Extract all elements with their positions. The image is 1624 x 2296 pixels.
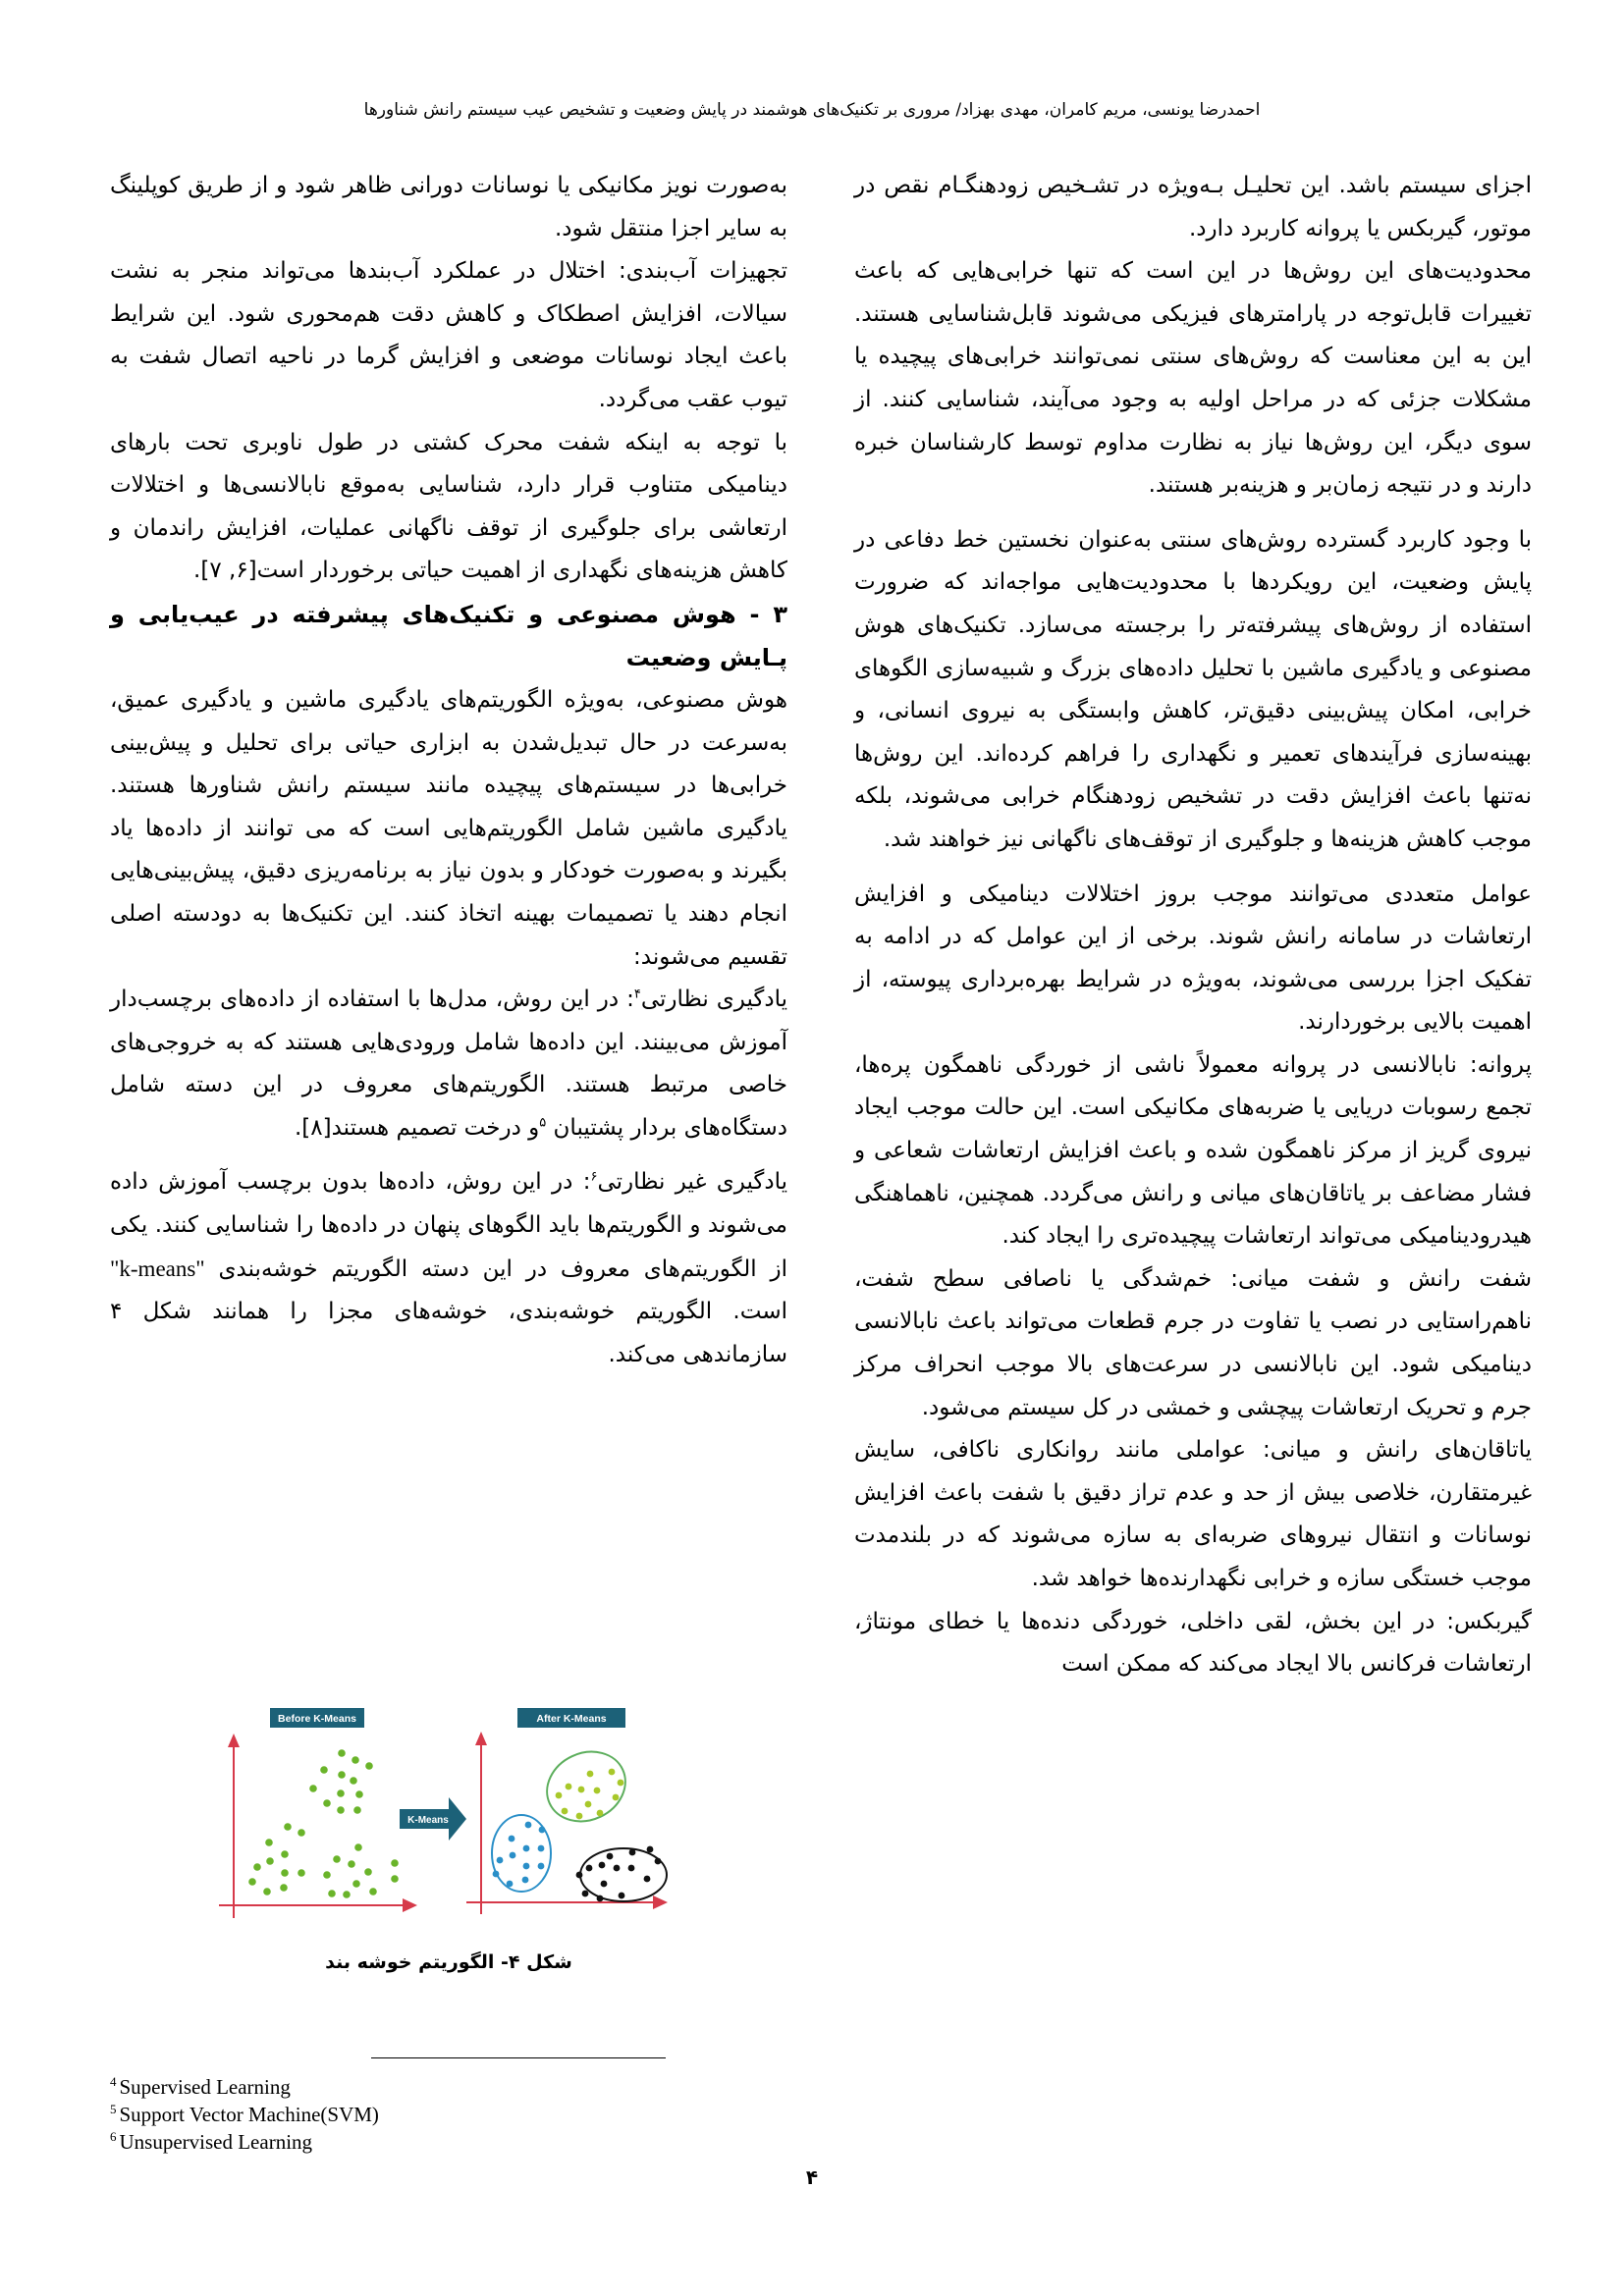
footnote-number: 4 — [110, 2074, 117, 2089]
footnote-ref[interactable]: ۴ — [633, 987, 641, 1002]
footnote-divider — [371, 2057, 666, 2058]
cluster-black-points — [576, 1846, 662, 1902]
footnote-number: 6 — [110, 2129, 117, 2144]
footnote-item — [110, 2073, 699, 2101]
text: : در این روش، داده‌ها بدون برچسب آموزش داده می‌شوند و الگوریتم‌ها باید الگوهای پنهان در داده‌ها را شناسایی کنند. یکی از الگوریتم‌های معروف در این دسته الگوریتم خوشه‌بندی — [110, 1169, 787, 1282]
footnote-text: Support Vector Machine(SVM) — [119, 2103, 379, 2126]
after-label: After K-Means — [536, 1713, 607, 1725]
page-number: ۴ — [805, 2165, 819, 2189]
before-axes-icon — [219, 1734, 417, 1918]
text: : در این روش، مدل‌ها با استفاده از داده‌های برچسب‌دار آموزش می‌بینند. این داده‌ها شامل ورودی‌هایی هستند که به خروجی‌های خاصی مرتبط هستند. الگوریتم‌های معروف در این دسته شامل دستگاه‌های بردار پشتیبان — [110, 987, 787, 1141]
kmeans-arrow-icon — [400, 1797, 466, 1841]
running-header: احمدرضا یونسی، مریم کامران، مهدی بهزاد/ مروری بر تکنیک‌های هوشمند در پایش وضعیت و تشخیص عیب سیستم رانش شناورها — [363, 100, 1261, 120]
paragraph: عوامل متعددی می‌توانند موجب بروز اختلالات دینامیکی و افزایش ارتعاشات در سامانه رانش شوند. برخی از این عوامل که در ادامه به تفکیک اجزا بررسی می‌شوند، به‌ویژه در شرایط بهره‌برداری پیوسته، از اهمیت بالایی برخوردارند. — [854, 881, 1532, 1036]
text: است. الگوریتم خوشه‌بندی، خوشه‌های مجزا را همانند شکل ۴ سازماندهی می‌کند. — [110, 1299, 787, 1367]
paragraph: پروانه: نابالانسی در پروانه معمولاً ناشی از خوردگی ناهمگون پره‌ها، تجمع رسوبات دریایی یا ضربه‌های مکانیکی است. این حالت موجب ایجاد نیروی گریز از مرکز ناهمگون شده و باعث افزایش ارتعاشات شعاعی و فشار مضاعف بر یاتاقان‌های میانی و رانش می‌گردد. همچنین، ناهماهنگی هیدرودینامیکی می‌تواند ارتعاشات پیچیده‌تری را ایجاد کند. — [854, 1051, 1532, 1250]
paragraph: با توجه به اینکه شفت محرک کشتی در طول ناوبری تحت بارهای دینامیکی متناوب قرار دارد، شناسایی به‌موقع نابالانسی‌ها و اختلالات ارتعاشی برای جلوگیری از توقف ناگهانی عملیات، افزایش راندمان و کاهش هزینه‌های نگهداری از اهمیت حیاتی برخوردار است[۶, ۷]. — [110, 429, 787, 584]
kmeans-figure — [201, 1696, 702, 1922]
paragraph: به‌صورت نویز مکانیکی یا نوسانات دورانی ظاهر شود و از طریق کوپلینگ به سایر اجزا منتقل شود. — [110, 173, 787, 241]
unsupervised-learning-paragraph — [110, 1161, 787, 1376]
paragraph: هوش مصنوعی، به‌ویژه الگوریتم‌های یادگیری ماشین و یادگیری عمیق، به‌سرعت در حال تبدیل‌شدن به ابزاری حیاتی برای تحلیل و پیش‌بینی خرابی‌ها در سیستم‌های پیچیده مانند سیستم رانش شناورها هستند. یادگیری ماشین شامل الگوریتم‌هایی است که می توانند از داده‌ها یاد بگیرند و به‌صورت خودکار و بدون نیاز به برنامه‌ریزی دقیق، پیش‌بینی‌هایی انجام دهند یا تصمیمات بهینه اتخاذ کنند. این تکنیک‌ها به دودسته اصلی تقسیم می‌شوند: — [110, 686, 787, 970]
kmeans-diagram — [201, 1696, 702, 1922]
keyword: "k-means" — [110, 1255, 205, 1281]
paragraph: شفت رانش و شفت میانی: خم‌شدگی یا ناصافی سطح شفت، ناهم‌راستایی در نصب یا تفاوت در جرم قطعات می‌تواند باعث نابالانسی دینامیکی شود. این نابالانسی در سرعت‌های بالا موجب انحراف مرکز جرم و تحریک ارتعاشات پیچشی و خمشی در کل سیستم می‌شود. — [854, 1265, 1532, 1420]
term: یادگیری غیر نظارتی — [597, 1169, 787, 1196]
section-heading: ۳ - هوش مصنوعی و تکنیک‌های پیشرفته در عیب‌یابی و پـایش وضعیت — [110, 600, 787, 671]
supervised-learning-paragraph — [110, 979, 787, 1149]
paragraph: یاتاقان‌های رانش و میانی: عواملی مانند روانکاری ناکافی، سایش غیرمتقارن، خلاصی بیش از حد و عدم تراز دقیق با شفت باعث افزایش نوسانات و انتقال نیروهای ضربه‌ای به سازه می‌شوند که در بلندمدت موجب خستگی سازه و خرابی نگهدارنده‌ها خواهد شد. — [854, 1437, 1532, 1591]
paragraph: اجزای سیستم باشد. این تحلیـل بـه‌ویژه در تشـخیص زودهنگـام نقص در موتور، گیربکس یا پروانه کاربرد دارد. — [854, 173, 1532, 241]
footnote-number: 5 — [110, 2102, 117, 2116]
left-column — [110, 165, 787, 1376]
footnotes — [110, 2073, 699, 2156]
footnote-item — [110, 2101, 699, 2128]
paragraph: گیربکس: در این بخش، لقی داخلی، خوردگی دنده‌ها یا خطای مونتاژ، ارتعاشات فرکانس بالا ایجاد می‌کند که ممکن است — [854, 1608, 1532, 1678]
arrow-label: K-Means — [407, 1815, 449, 1826]
paragraph: محدودیت‌های این روش‌ها در این است که تنها خرابی‌هایی که باعث تغییرات قابل‌توجه در پارامترهای فیزیکی می‌شوند قابل‌شناسایی هستند. این به این معناست که روش‌های سنتی نمی‌توانند خرابی‌های پیچیده یا مشکلات جزئی که در مراحل اولیه به وجود می‌آیند، شناسایی کنند. از سوی دیگر، این روش‌ها نیاز به نظارت مداوم توسط کارشناسان خبره دارند و در نتیجه زمان‌بر و هزینه‌بر هستند. — [854, 258, 1532, 499]
figure-caption: شکل ۴- الگوریتم خوشه بند — [325, 1951, 572, 1973]
footnote-text: Supervised Learning — [119, 2075, 291, 2099]
right-column — [854, 165, 1532, 1686]
before-points — [248, 1749, 399, 1898]
paragraph: با وجود کاربرد گسترده روش‌های سنتی به‌عنوان نخستین خط دفاعی در پایش وضعیت، این رویکردها با محدودیت‌هایی مواجه‌اند که ضرورت استفاده از روش‌های پیشرفته‌تر را برجسته می‌سازد. تکنیک‌های هوش مصنوعی و یادگیری ماشین با تحلیل داده‌های بزرگ و شبیه‌سازی الگوهای خرابی، امکان پیش‌بینی دقیق‌تر، کاهش وابستگی به نیروی انسانی، و بهینه‌سازی فرآیندهای تعمیر و نگهداری را فراهم کرده‌اند. این روش‌ها نه‌تنها باعث افزایش دقت در تشخیص زودهنگام خرابی می‌شوند، بلکه موجب کاهش هزینه‌ها و جلوگیری از توقف‌های ناگهانی نیز خواهند شد. — [854, 526, 1532, 852]
text: و درخت تصمیم هستند[۸]. — [294, 1114, 540, 1141]
footnote-ref[interactable]: ۵ — [539, 1115, 547, 1131]
footnote-ref[interactable]: ۶ — [590, 1169, 598, 1185]
cluster-blue-points — [493, 1822, 546, 1888]
footnote-text: Unsupervised Learning — [119, 2130, 313, 2154]
before-label: Before K-Means — [278, 1713, 356, 1725]
cluster-green-points — [556, 1769, 624, 1820]
term: یادگیری نظارتی — [640, 987, 787, 1013]
cluster-green-outline — [535, 1739, 636, 1834]
footnote-item — [110, 2128, 699, 2156]
paragraph: تجهیزات آب‌بندی: اختلال در عملکرد آب‌بندها می‌تواند منجر به نشت سیالات، افزایش اصطکاک و کاهش دقت هم‌محوری شود. این شرایط باعث ایجاد نوسانات موضعی و افزایش گرما در ناحیه اتصال شفت به تیوب عقب می‌گردد. — [110, 258, 787, 412]
